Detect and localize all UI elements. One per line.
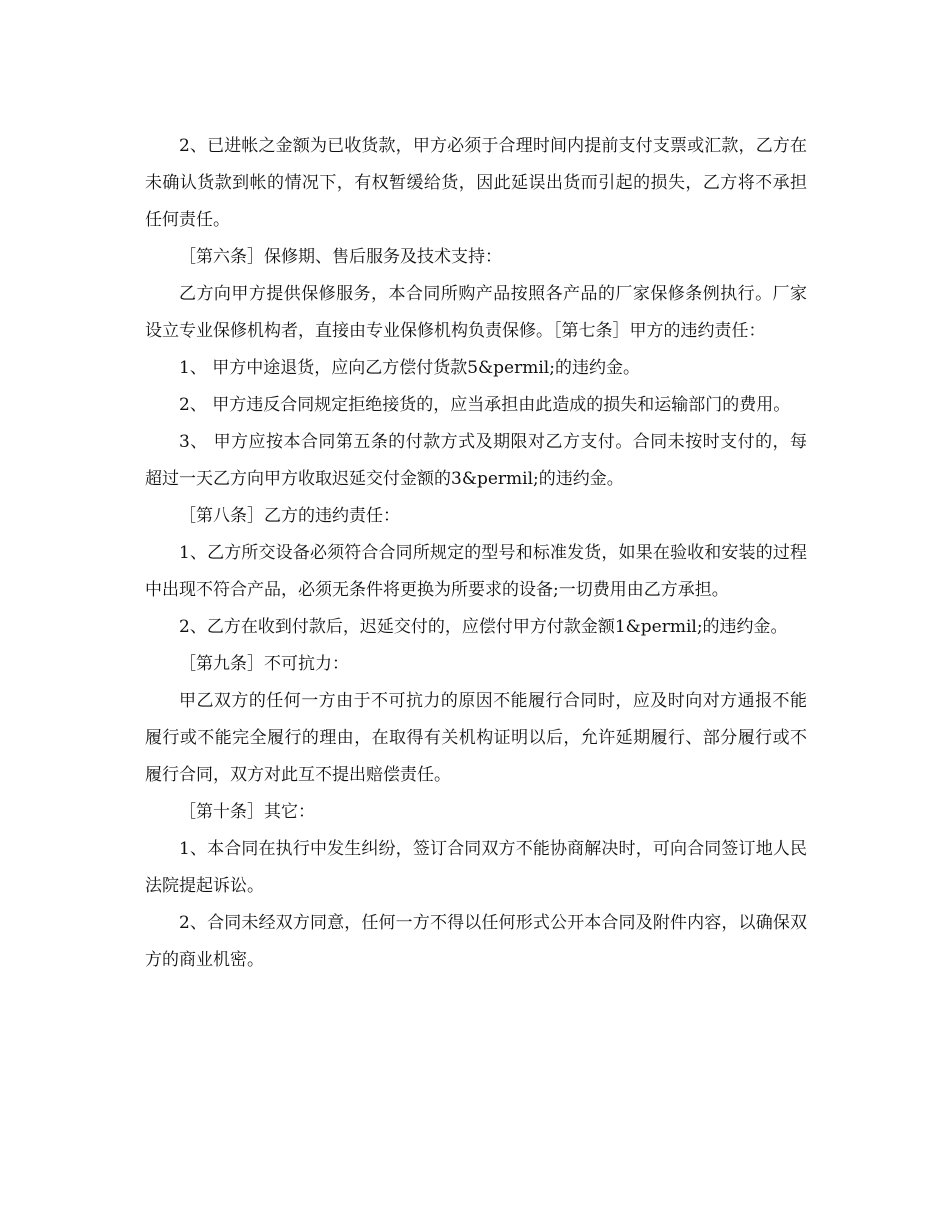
heading-article-9: ［第九条］不可抗力： — [179, 654, 349, 674]
heading-article-6: ［第六条］保修期、售后服务及技术支持： — [179, 247, 502, 267]
document-body — [145, 128, 807, 979]
paragraph-party-a-liability-3: 3、 甲方应按本合同第五条的付款方式及期限对乙方支付。合同未按时支付的，每超过一天乙方向甲方收取迟延交付金额的3&permil;的违约金。 — [145, 432, 807, 489]
heading-article-10: ［第十条］其它： — [179, 802, 315, 822]
paragraph-party-b-liability-2: 2、乙方在收到付款后，迟延交付的，应偿付甲方付款金额1&permil;的违约金。 — [179, 617, 788, 637]
paragraph-other-2: 2、合同未经双方同意，任何一方不得以任何形式公开本合同及附件内容，以确保双方的商业机密。 — [145, 913, 807, 970]
paragraph-payment-clause-2: 2、已进帐之金额为已收货款，甲方必须于合理时间内提前支付支票或汇款，乙方在未确认货款到帐的情况下，有权暂缓给货，因此延误出货而引起的损失，乙方将不承担任何责任。 — [145, 136, 807, 230]
paragraph-other-1: 1、本合同在执行中发生纠纷，签订合同双方不能协商解决时，可向合同签订地人民法院提起诉讼。 — [145, 839, 807, 896]
paragraph-party-a-liability-2: 2、 甲方违反合同规定拒绝接货的，应当承担由此造成的损失和运输部门的费用。 — [179, 395, 791, 415]
paragraph-warranty-service: 乙方向甲方提供保修服务，本合同所购产品按照各产品的厂家保修条例执行。厂家设立专业保修机构者，直接由专业保修机构负责保修。［第七条］甲方的违约责任： — [145, 284, 807, 341]
paragraph-party-a-liability-1: 1、 甲方中途退货，应向乙方偿付货款5&permil;的违约金。 — [179, 358, 640, 378]
heading-article-8: ［第八条］乙方的违约责任： — [179, 506, 400, 526]
paragraph-force-majeure: 甲乙双方的任何一方由于不可抗力的原因不能履行合同时，应及时向对方通报不能履行或不能完全履行的理由，在取得有关机构证明以后，允许延期履行、部分履行或不履行合同，双方对此互不提出赔偿责任。 — [145, 691, 807, 785]
paragraph-party-b-liability-1: 1、乙方所交设备必须符合合同所规定的型号和标准发货，如果在验收和安装的过程中出现不符合产品，必须无条件将更换为所要求的设备;一切费用由乙方承担。 — [145, 543, 807, 600]
